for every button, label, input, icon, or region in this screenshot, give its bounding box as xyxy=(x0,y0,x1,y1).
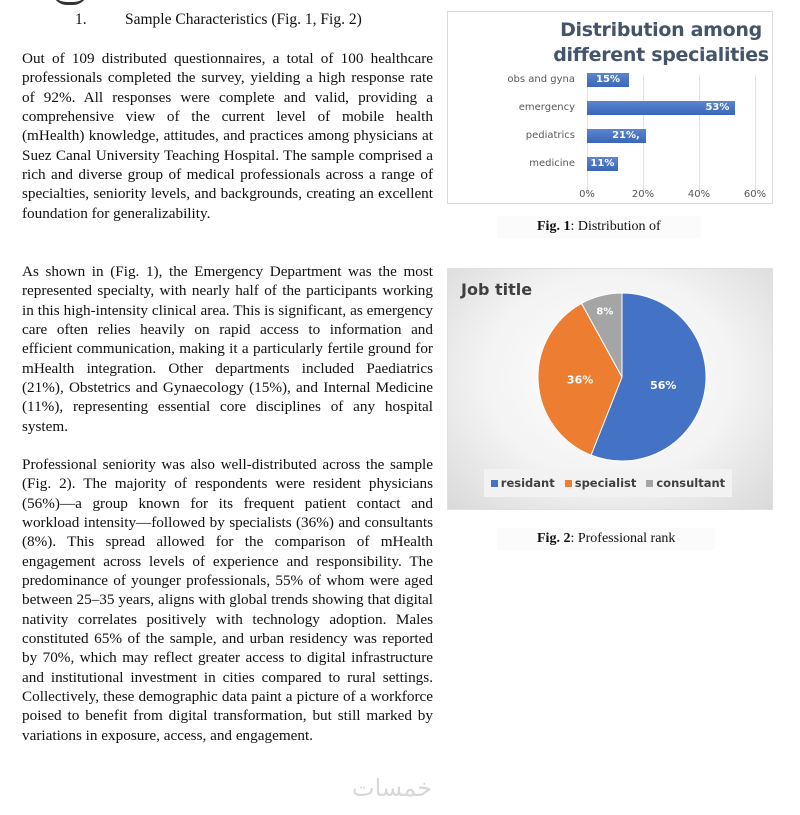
bar-emergency: 53% xyxy=(587,101,735,115)
legend-item-consultant xyxy=(646,476,725,490)
paragraph-specialty-distribution: As shown in (Fig. 1), the Emergency Department was the most represented specialty, with nearly half of the participants working in this high-intensity clinical area. This is significant, as emergency care often relies heavily on rapid access to information and efficient communication, making it a particularly fertile ground for mHealth integration. Other departments included Paediatrics (21%), Obstetrics and Gynaecology (15%), and Internal Medicine (11%), representing essential core disciplines of any hospital system. xyxy=(22,263,433,435)
section-heading xyxy=(75,11,362,29)
pie-legend xyxy=(484,469,732,497)
bar-obs-and-gyna: 15% xyxy=(587,73,629,87)
x-tick-label: 0% xyxy=(579,189,595,200)
legend-label: residant xyxy=(500,476,555,490)
chart-title: Distribution among different specialities xyxy=(553,19,769,66)
legend-swatch xyxy=(565,480,572,487)
legend-swatch xyxy=(646,480,653,487)
page-top-decoration xyxy=(52,0,88,5)
section-number: 1. xyxy=(75,11,87,28)
bar-pediatrics: 21%, xyxy=(587,129,646,143)
figure-1-caption xyxy=(497,216,701,238)
figure-1-caption-text: : Distribution of xyxy=(570,219,661,234)
paragraph-sample-overview: Out of 109 distributed questionnaires, a total of 100 healthcare professionals completed the survey, yielding a high response rate of 92%. All responses were complete and valid, providing a comprehensive view of the current level of mobile health (mHealth) knowledge, attitudes, and practices among physicians at Suez Canal University Teaching Hospital. The sample comprised a rich and diverse group of medical professionals across a range of specialties, seniority levels, and backgrounds, creating an excellent foundation for generalizability. xyxy=(22,50,433,222)
gridline xyxy=(699,75,700,193)
legend-swatch xyxy=(491,480,498,487)
legend-item-residant xyxy=(491,476,555,490)
figure-2-caption-text: : Professional rank xyxy=(570,531,676,546)
pie-graphic xyxy=(536,291,708,463)
figure-2-caption xyxy=(497,528,715,550)
figure-1-bar-chart xyxy=(447,11,773,204)
category-label: obs and gyna xyxy=(507,74,575,85)
x-tick-label: 40% xyxy=(687,189,711,200)
bar-medicine: 11% xyxy=(587,157,618,171)
figure-2-label: Fig. 2 xyxy=(537,531,571,546)
legend-label: specialist xyxy=(574,476,637,490)
x-tick-label: 60% xyxy=(743,189,767,200)
gridline xyxy=(755,75,756,193)
figure-1-label: Fig. 1 xyxy=(537,219,571,234)
pie-data-label: 56% xyxy=(650,378,677,392)
category-label: emergency xyxy=(518,102,575,113)
pie-data-label: 8% xyxy=(596,306,614,318)
figure-2-pie-chart xyxy=(447,268,773,510)
x-tick-label: 20% xyxy=(631,189,655,200)
chart-title: Job title xyxy=(461,280,533,299)
category-label: medicine xyxy=(529,158,575,169)
pie-data-label: 36% xyxy=(566,373,594,387)
category-label: pediatrics xyxy=(525,130,575,141)
watermark-logo: خمسات xyxy=(352,774,433,802)
legend-item-specialist xyxy=(565,476,637,490)
section-title: Sample Characteristics (Fig. 1, Fig. 2) xyxy=(125,11,362,28)
paragraph-professional-seniority: Professional seniority was also well-distributed across the sample (Fig. 2). The majority of respondents were resident physicians (56%)—a group known for its frequent patient contact and workload intensity—followed by specialists (36%) and consultants (8%). This spread allowed for the comparison of mHealth engagement across levels of experience and responsibility. The predominance of younger professionals, 55% of whom were aged between 25–35 years, aligns with global trends showing that digital nativity correlates positively with technology adoption. Males constituted 65% of the sample, and urban residency was reported by 70%, which may reflect greater access to digital infrastructure and institutional investment in cities compared to rural settings. Collectively, these demographic data paint a picture of a workforce poised to benefit from digital transformation, but still marked by variations in exposure, access, and engagement. xyxy=(22,456,433,744)
legend-label: consultant xyxy=(656,476,726,490)
